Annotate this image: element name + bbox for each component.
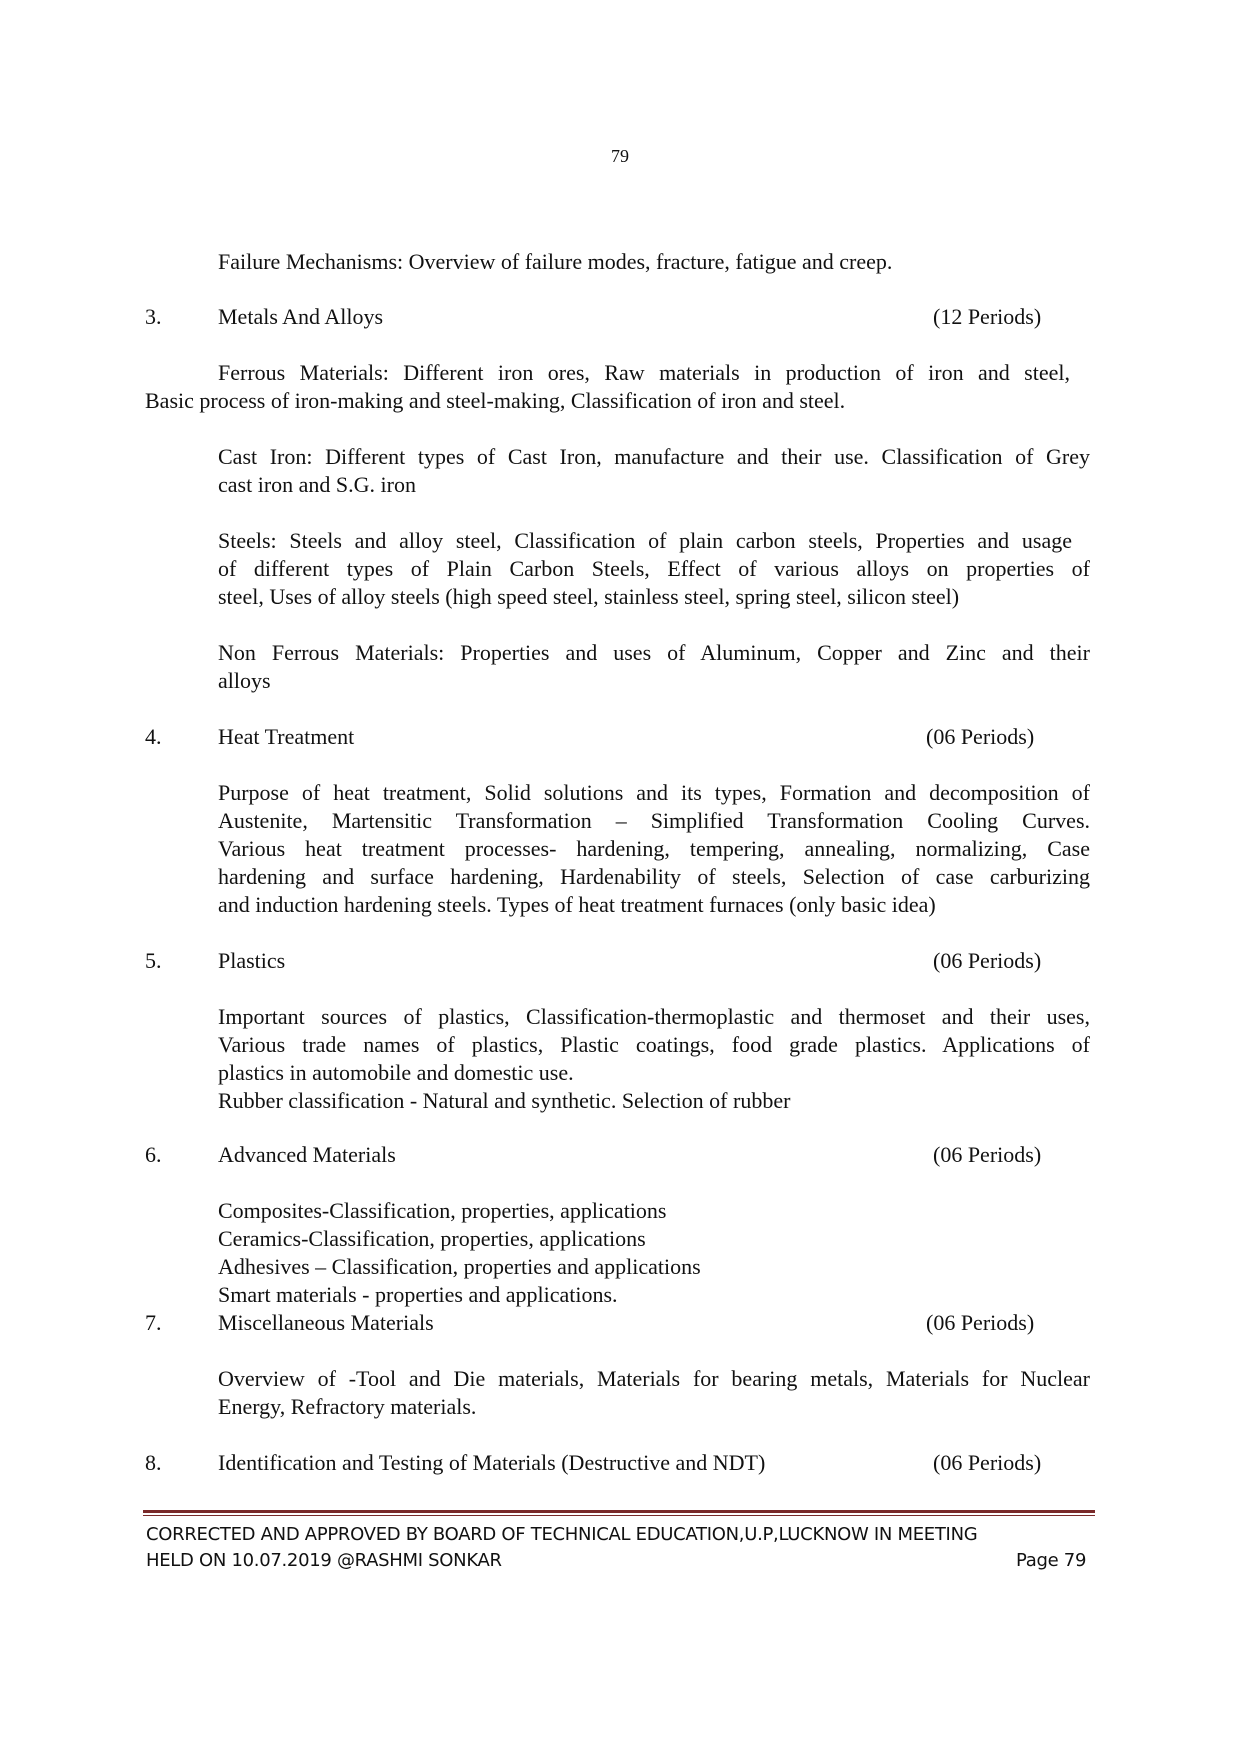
paragraph-line: plastics in automobile and domestic use. [218, 1060, 574, 1085]
footer-page-number: Page 79 [1016, 1550, 1087, 1571]
paragraph-line: Austenite, Martensitic Transformation – Simplified Transformation Cooling Curves. [218, 808, 1090, 833]
intro-text: Failure Mechanisms: Overview of failure modes, fracture, fatigue and creep. [218, 249, 893, 274]
paragraph-line: hardening and surface hardening, Hardenability of steels, Selection of case carburizing [218, 864, 1090, 889]
paragraph-line: and induction hardening steels. Types of heat treatment furnaces (only basic idea) [218, 892, 936, 917]
paragraph-line: Purpose of heat treatment, Solid solutions and its types, Formation and decomposition of [218, 780, 1090, 805]
section-title: Metals And Alloys [218, 304, 384, 329]
section-number: 5. [145, 948, 162, 973]
paragraph-line: Non Ferrous Materials: Properties and uses of Aluminum, Copper and Zinc and their [218, 640, 1090, 665]
paragraph-line: Basic process of iron-making and steel-making, Classification of iron and steel. [145, 388, 846, 413]
section-number: 8. [145, 1450, 162, 1475]
section-title: Identification and Testing of Materials (Destructive and NDT) [218, 1450, 766, 1475]
paragraph-line: of different types of Plain Carbon Steels, Effect of various alloys on properties of [218, 556, 1090, 581]
paragraph-line: Ceramics-Classification, properties, applications [218, 1226, 646, 1251]
footer-rule [143, 1510, 1095, 1513]
section-periods: (06 Periods) [926, 1310, 1035, 1335]
paragraph-line: Overview of -Tool and Die materials, Materials for bearing metals, Materials for Nuclear [218, 1366, 1090, 1391]
footer-approval-line1: CORRECTED AND APPROVED BY BOARD OF TECHNICAL EDUCATION,U.P,LUCKNOW IN MEETING [146, 1524, 978, 1545]
paragraph-line: Smart materials - properties and applications. [218, 1282, 618, 1307]
paragraph-line: Various heat treatment processes- hardening, tempering, annealing, normalizing, Case [218, 836, 1090, 861]
paragraph-line: Composites-Classification, properties, applications [218, 1198, 667, 1223]
paragraph-line: Energy, Refractory materials. [218, 1394, 477, 1419]
paragraph-line: cast iron and S.G. iron [218, 472, 416, 497]
paragraph-line: alloys [218, 668, 271, 693]
paragraph-line: Rubber classification - Natural and synthetic. Selection of rubber [218, 1088, 791, 1113]
footer-approval-line2: HELD ON 10.07.2019 @RASHMI SONKAR [146, 1550, 502, 1571]
paragraph-line: Important sources of plastics, Classification-thermoplastic and thermoset and their uses, [218, 1004, 1090, 1029]
page-number: 79 [611, 146, 629, 166]
section-title: Miscellaneous Materials [218, 1310, 434, 1335]
section-number: 3. [145, 304, 162, 329]
section-periods: (06 Periods) [933, 1450, 1042, 1475]
section-periods: (06 Periods) [933, 1142, 1042, 1167]
paragraph-line: Adhesives – Classification, properties and applications [218, 1254, 701, 1279]
section-periods: (06 Periods) [926, 724, 1035, 749]
paragraph-line: Steels: Steels and alloy steel, Classification of plain carbon steels, Properties and usage [218, 528, 1072, 553]
section-periods: (12 Periods) [933, 304, 1042, 329]
paragraph-line: steel, Uses of alloy steels (high speed steel, stainless steel, spring steel, silicon steel) [218, 584, 960, 609]
section-title: Plastics [218, 948, 286, 973]
section-number: 7. [145, 1310, 162, 1335]
section-number: 4. [145, 724, 162, 749]
paragraph-line: Cast Iron: Different types of Cast Iron, manufacture and their use. Classification of Grey [218, 444, 1090, 469]
paragraph-line: Various trade names of plastics, Plastic coatings, food grade plastics. Applications of [218, 1032, 1090, 1057]
section-title: Heat Treatment [218, 724, 355, 749]
paragraph-line: Ferrous Materials: Different iron ores, Raw materials in production of iron and steel, [218, 360, 1070, 385]
section-periods: (06 Periods) [933, 948, 1042, 973]
section-title: Advanced Materials [218, 1142, 396, 1167]
footer-rule-thin [143, 1515, 1095, 1516]
section-number: 6. [145, 1142, 162, 1167]
